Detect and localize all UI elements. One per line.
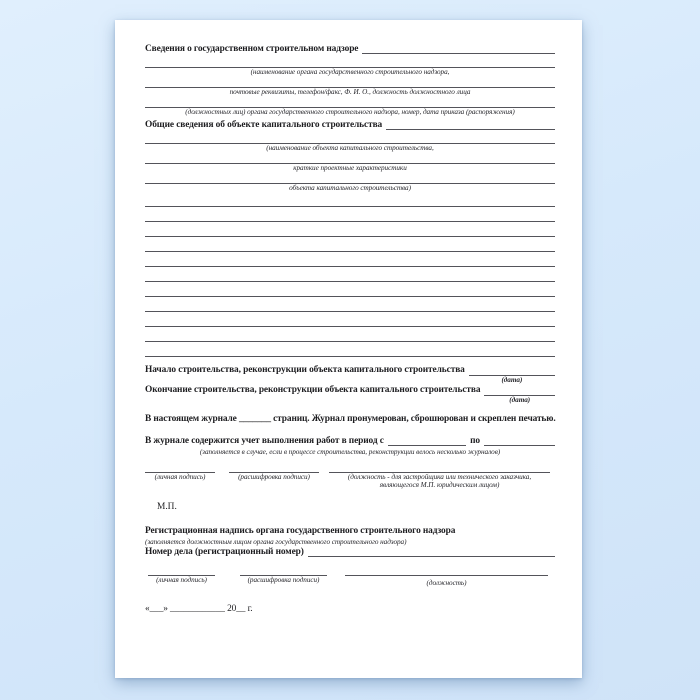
- signature-caption: (должность): [426, 579, 467, 587]
- write-in-line: [145, 76, 555, 88]
- object-field-row: [145, 119, 555, 132]
- signature-column: [345, 559, 548, 587]
- period-to-blank: [484, 435, 555, 446]
- write-in-line: [145, 297, 555, 312]
- supervision-caption-1: (наименование органа государственного строительного надзора,: [250, 68, 450, 76]
- supervision-field-row: [145, 43, 555, 56]
- write-in-line: [145, 56, 555, 68]
- period-note-caption: (заполняется в случае, если в процессе строительства, реконструкции велось несколько журналов): [199, 448, 501, 456]
- write-in-line: [145, 96, 555, 108]
- object-field-label: Общие сведения об объекте капитального строительства: [145, 120, 383, 130]
- start-date-field-row: [145, 364, 555, 384]
- end-date-blank: [484, 384, 555, 396]
- start-date-blank-wrap: [469, 364, 555, 384]
- signature-column: [145, 456, 215, 489]
- signature-line: [329, 456, 550, 473]
- signature-line: [240, 559, 327, 576]
- start-date-label: Начало строительства, реконструкции объекта капитального строительства: [145, 365, 465, 375]
- signature-caption: (расшифровка подписи): [247, 576, 320, 584]
- registration-caption: (заполняется должностным лицом органа государственного строительного надзора): [145, 538, 407, 546]
- end-date-label: Окончание строительства, реконструкции объекта капитального строительства: [145, 385, 481, 395]
- form-page: [115, 20, 582, 678]
- end-date-blank-wrap: [484, 384, 555, 404]
- start-date-blank: [469, 364, 555, 376]
- write-in-line: [145, 192, 555, 207]
- object-caption-3: объекта капитального строительства): [289, 184, 411, 192]
- signature-caption: (личная подпись): [154, 473, 206, 481]
- write-in-line: [145, 327, 555, 342]
- signature-caption: (должность - для застройщика или технического заказчика,: [347, 473, 532, 481]
- case-number-blank: [308, 546, 555, 557]
- end-date-caption: (дата): [509, 396, 531, 404]
- write-in-line: [145, 252, 555, 267]
- signature-block-1: [145, 456, 555, 489]
- signature-caption: (расшифровка подписи): [238, 473, 310, 481]
- write-in-line: [145, 152, 555, 164]
- period-from-blank: [388, 435, 466, 446]
- period-note-prefix: В журнале содержится учет выполнения работ в период с: [145, 436, 384, 446]
- write-in-line: [145, 312, 555, 327]
- write-in-line: [145, 132, 555, 144]
- write-in-line: [145, 267, 555, 282]
- start-date-caption: (дата): [501, 376, 523, 384]
- case-number-label: Номер дела (регистрационный номер): [145, 547, 304, 557]
- write-in-line: [145, 207, 555, 222]
- period-note-middle: по: [470, 436, 480, 446]
- stamp-place-label: М.П.: [157, 502, 177, 512]
- case-number-field-row: [145, 546, 555, 559]
- signature-line: [345, 559, 548, 576]
- signature-column: [329, 456, 550, 489]
- supervision-field-label: Сведения о государственном строительном надзоре: [145, 44, 359, 54]
- supervision-field-blank: [362, 43, 555, 54]
- signature-line: [145, 456, 215, 473]
- pages-note: В настоящем журнале _______ страниц. Журнал пронумерован, сброшюрован и скреплен печатью.: [145, 414, 556, 424]
- write-in-line: [145, 237, 555, 252]
- signature-line: [148, 559, 215, 576]
- signature-column: [229, 456, 319, 489]
- registration-title: Регистрационная надпись органа государственного строительного надзора: [145, 526, 456, 536]
- write-in-line: [145, 342, 555, 357]
- supervision-caption-2: почтовые реквизиты, телефон/факс, Ф. И. О., должность должностного лица: [229, 88, 471, 96]
- object-caption-1: (наименование объекта капитального строительства,: [266, 144, 434, 152]
- signature-column: [240, 559, 327, 587]
- supervision-caption-3: (должностных лиц) органа государственного строительного надзора, номер, дата приказа (распоряжения): [185, 108, 515, 116]
- signature-column: [148, 559, 215, 587]
- write-in-line: [145, 222, 555, 237]
- write-in-line: [145, 282, 555, 297]
- blank-write-in-lines: [145, 192, 555, 357]
- date-line: «___» ____________ 20__ г.: [145, 604, 253, 614]
- signature-block-2: [145, 559, 555, 587]
- signature-caption: являющегося М.П. юридическим лицом): [379, 481, 500, 489]
- object-field-blank: [386, 119, 555, 130]
- signature-caption: (личная подпись): [156, 576, 207, 584]
- signature-line: [229, 456, 319, 473]
- end-date-field-row: [145, 384, 555, 404]
- period-note-row: [145, 435, 555, 448]
- write-in-line: [145, 172, 555, 184]
- object-caption-2: краткие проектные характеристики: [293, 164, 407, 172]
